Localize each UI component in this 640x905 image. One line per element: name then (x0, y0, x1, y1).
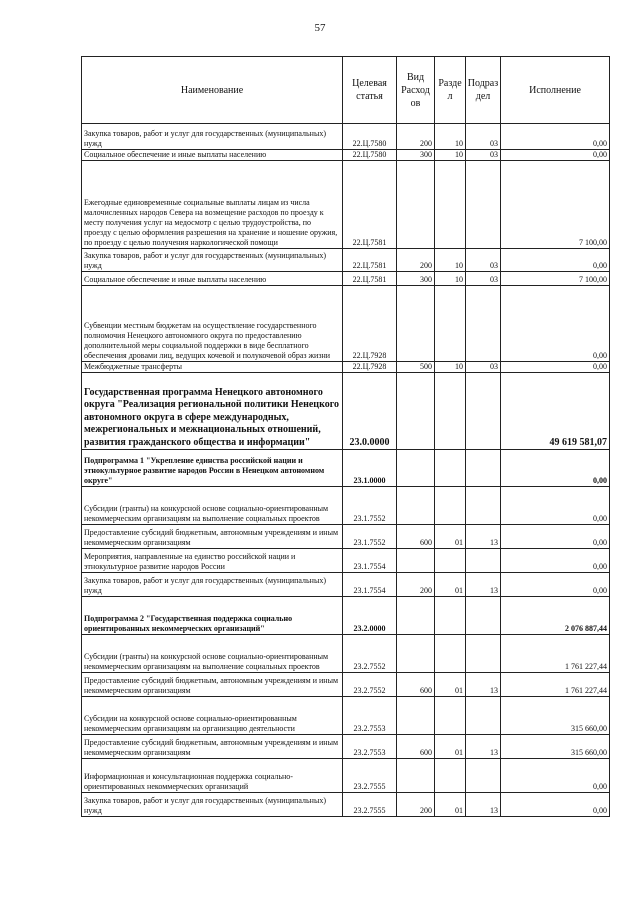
cell-name: Субвенции местным бюджетам на осуществление государственного полномочия Ненецкого автономного округа по предоставлению дополнительной меры социальной поддержки в виде бесплатного обеспечения дровами лиц, ведущих кочевой и полукочевой образ жизни (82, 286, 343, 362)
cell-section (435, 487, 466, 525)
cell-name: Закупка товаров, работ и услуг для государственных (муниципальных) нужд (82, 793, 343, 817)
table-row (82, 150, 610, 161)
cell-execution: 0,00 (501, 362, 610, 373)
cell-type (397, 161, 435, 249)
cell-execution: 315 660,00 (501, 735, 610, 759)
cell-target: 22.Ц.7580 (343, 124, 397, 150)
cell-type (397, 697, 435, 735)
cell-target: 23.2.7552 (343, 635, 397, 673)
cell-target: 22.Ц.7581 (343, 272, 397, 286)
table-row (82, 272, 610, 286)
table-row (82, 450, 610, 487)
cell-target: 22.Ц.7928 (343, 286, 397, 362)
cell-name: Межбюджетные трансферты (82, 362, 343, 373)
cell-section (435, 597, 466, 635)
cell-type: 300 (397, 150, 435, 161)
table-row (82, 573, 610, 597)
cell-target: 23.1.0000 (343, 450, 397, 487)
cell-type: 200 (397, 793, 435, 817)
cell-section: 10 (435, 362, 466, 373)
cell-execution: 0,00 (501, 759, 610, 793)
cell-type (397, 549, 435, 573)
header-subsection: Подраз дел (466, 57, 501, 124)
table-row (82, 362, 610, 373)
cell-execution: 0,00 (501, 487, 610, 525)
table-body (82, 124, 610, 817)
cell-type (397, 635, 435, 673)
table-row (82, 697, 610, 735)
table-header-row (82, 57, 610, 124)
cell-name: Предоставление субсидий бюджетным, автономным учреждениям и иным некоммерческим организациям (82, 673, 343, 697)
cell-execution: 315 660,00 (501, 697, 610, 735)
cell-type: 200 (397, 249, 435, 272)
header-section: Разде л (435, 57, 466, 124)
cell-name: Субсидии на конкурсной основе социально-ориентированным некоммерческим организациям на организацию деятельности (82, 697, 343, 735)
cell-section: 01 (435, 573, 466, 597)
cell-target: 23.1.7554 (343, 549, 397, 573)
cell-section (435, 549, 466, 573)
cell-target: 23.1.7554 (343, 573, 397, 597)
cell-execution: 2 076 887,44 (501, 597, 610, 635)
cell-execution: 0,00 (501, 249, 610, 272)
cell-subsection (466, 597, 501, 635)
cell-target: 22.Ц.7928 (343, 362, 397, 373)
cell-execution: 0,00 (501, 450, 610, 487)
cell-type (397, 286, 435, 362)
cell-target: 23.2.7552 (343, 673, 397, 697)
cell-execution: 0,00 (501, 549, 610, 573)
cell-name: Субсидии (гранты) на конкурсной основе социально-ориентированным некоммерческим организациям на выполнение социальных проектов (82, 635, 343, 673)
cell-name: Закупка товаров, работ и услуг для государственных (муниципальных) нужд (82, 124, 343, 150)
cell-name: Подпрограмма 2 "Государственная поддержка социально ориентированных некоммерческих организаций" (82, 597, 343, 635)
cell-section (435, 697, 466, 735)
cell-type: 300 (397, 272, 435, 286)
page-number: 57 (314, 22, 326, 34)
cell-subsection: 03 (466, 150, 501, 161)
cell-target: 22.Ц.7580 (343, 150, 397, 161)
budget-table (81, 56, 610, 817)
table-row (82, 735, 610, 759)
cell-name: Государственная программа Ненецкого автономного округа "Реализация региональной политики Ненецкого автономного округа в сфере международных, межрегиональных и межнациональных отношений, развития гражданского общества и информации" (82, 373, 343, 450)
cell-section (435, 373, 466, 450)
table-row (82, 549, 610, 573)
cell-name: Информационная и консультационная поддержка социально-ориентированных некоммерческих организаций (82, 759, 343, 793)
cell-execution: 1 761 227,44 (501, 635, 610, 673)
cell-name: Закупка товаров, работ и услуг для государственных (муниципальных) нужд (82, 573, 343, 597)
cell-name: Закупка товаров, работ и услуг для государственных (муниципальных) нужд (82, 249, 343, 272)
cell-type: 500 (397, 362, 435, 373)
header-name: Наименование (82, 57, 343, 124)
table-row (82, 673, 610, 697)
cell-section: 01 (435, 735, 466, 759)
cell-subsection: 03 (466, 249, 501, 272)
cell-section: 10 (435, 150, 466, 161)
cell-name: Мероприятия, направленные на единство российской нации и этнокультурное развитие народов России (82, 549, 343, 573)
table-row (82, 597, 610, 635)
cell-subsection: 13 (466, 793, 501, 817)
cell-section: 01 (435, 793, 466, 817)
cell-type (397, 759, 435, 793)
cell-section: 10 (435, 249, 466, 272)
cell-target: 23.2.7555 (343, 759, 397, 793)
cell-section (435, 635, 466, 673)
cell-execution: 1 761 227,44 (501, 673, 610, 697)
cell-subsection: 13 (466, 525, 501, 549)
table-row (82, 373, 610, 450)
cell-subsection: 13 (466, 735, 501, 759)
table-row (82, 161, 610, 249)
cell-subsection (466, 286, 501, 362)
cell-subsection (466, 759, 501, 793)
cell-subsection (466, 161, 501, 249)
cell-execution: 49 619 581,07 (501, 373, 610, 450)
cell-subsection: 03 (466, 124, 501, 150)
table-row (82, 487, 610, 525)
cell-type: 600 (397, 673, 435, 697)
table-row (82, 124, 610, 150)
cell-section: 01 (435, 525, 466, 549)
cell-section (435, 286, 466, 362)
cell-target: 23.2.7553 (343, 697, 397, 735)
cell-name: Подпрограмма 1 "Укрепление единства российской нации и этнокультурное развитие народов России в Ненецком автономном округе" (82, 450, 343, 487)
cell-type (397, 597, 435, 635)
cell-execution: 0,00 (501, 793, 610, 817)
cell-subsection: 03 (466, 362, 501, 373)
cell-section: 10 (435, 272, 466, 286)
table-row (82, 635, 610, 673)
cell-type: 200 (397, 573, 435, 597)
cell-type: 200 (397, 124, 435, 150)
table-row (82, 249, 610, 272)
cell-name: Социальное обеспечение и иные выплаты населению (82, 150, 343, 161)
cell-target: 23.2.0000 (343, 597, 397, 635)
cell-section: 10 (435, 124, 466, 150)
header-target: Целевая статья (343, 57, 397, 124)
cell-execution: 0,00 (501, 124, 610, 150)
cell-name: Предоставление субсидий бюджетным, автономным учреждениям и иным некоммерческим организациям (82, 525, 343, 549)
cell-execution: 0,00 (501, 525, 610, 549)
cell-section (435, 161, 466, 249)
cell-type (397, 487, 435, 525)
cell-subsection (466, 487, 501, 525)
header-type: Вид Расход ов (397, 57, 435, 124)
cell-name: Ежегодные единовременные социальные выплаты лицам из числа малочисленных народов Севера на возмещение расходов по проезду к месту получения услуг на медосмотр с целью трудоустройства, по проезду с целью оформления разрешения на хранение и ношение оружия, по проезду с целью получения наркологической помощи (82, 161, 343, 249)
cell-execution: 7 100,00 (501, 272, 610, 286)
cell-target: 22.Ц.7581 (343, 249, 397, 272)
cell-type: 600 (397, 735, 435, 759)
cell-target: 23.1.7552 (343, 525, 397, 549)
cell-subsection: 03 (466, 272, 501, 286)
cell-execution: 7 100,00 (501, 161, 610, 249)
table-row (82, 286, 610, 362)
cell-type (397, 373, 435, 450)
cell-subsection (466, 450, 501, 487)
cell-target: 23.2.7553 (343, 735, 397, 759)
cell-target: 23.0.0000 (343, 373, 397, 450)
cell-subsection: 13 (466, 673, 501, 697)
table-row (82, 525, 610, 549)
header-execution: Исполнение (501, 57, 610, 124)
cell-type (397, 450, 435, 487)
cell-subsection (466, 549, 501, 573)
cell-subsection (466, 697, 501, 735)
cell-section (435, 450, 466, 487)
table-row (82, 759, 610, 793)
cell-target: 23.1.7552 (343, 487, 397, 525)
cell-execution: 0,00 (501, 573, 610, 597)
cell-target: 22.Ц.7581 (343, 161, 397, 249)
cell-section (435, 759, 466, 793)
cell-execution: 0,00 (501, 150, 610, 161)
cell-type: 600 (397, 525, 435, 549)
cell-name: Субсидии (гранты) на конкурсной основе социально-ориентированным некоммерческим организациям на выполнение социальных проектов (82, 487, 343, 525)
cell-section: 01 (435, 673, 466, 697)
cell-name: Предоставление субсидий бюджетным, автономным учреждениям и иным некоммерческим организациям (82, 735, 343, 759)
cell-subsection: 13 (466, 573, 501, 597)
cell-subsection (466, 635, 501, 673)
table-row (82, 793, 610, 817)
cell-name: Социальное обеспечение и иные выплаты населению (82, 272, 343, 286)
cell-target: 23.2.7555 (343, 793, 397, 817)
cell-execution: 0,00 (501, 286, 610, 362)
cell-subsection (466, 373, 501, 450)
